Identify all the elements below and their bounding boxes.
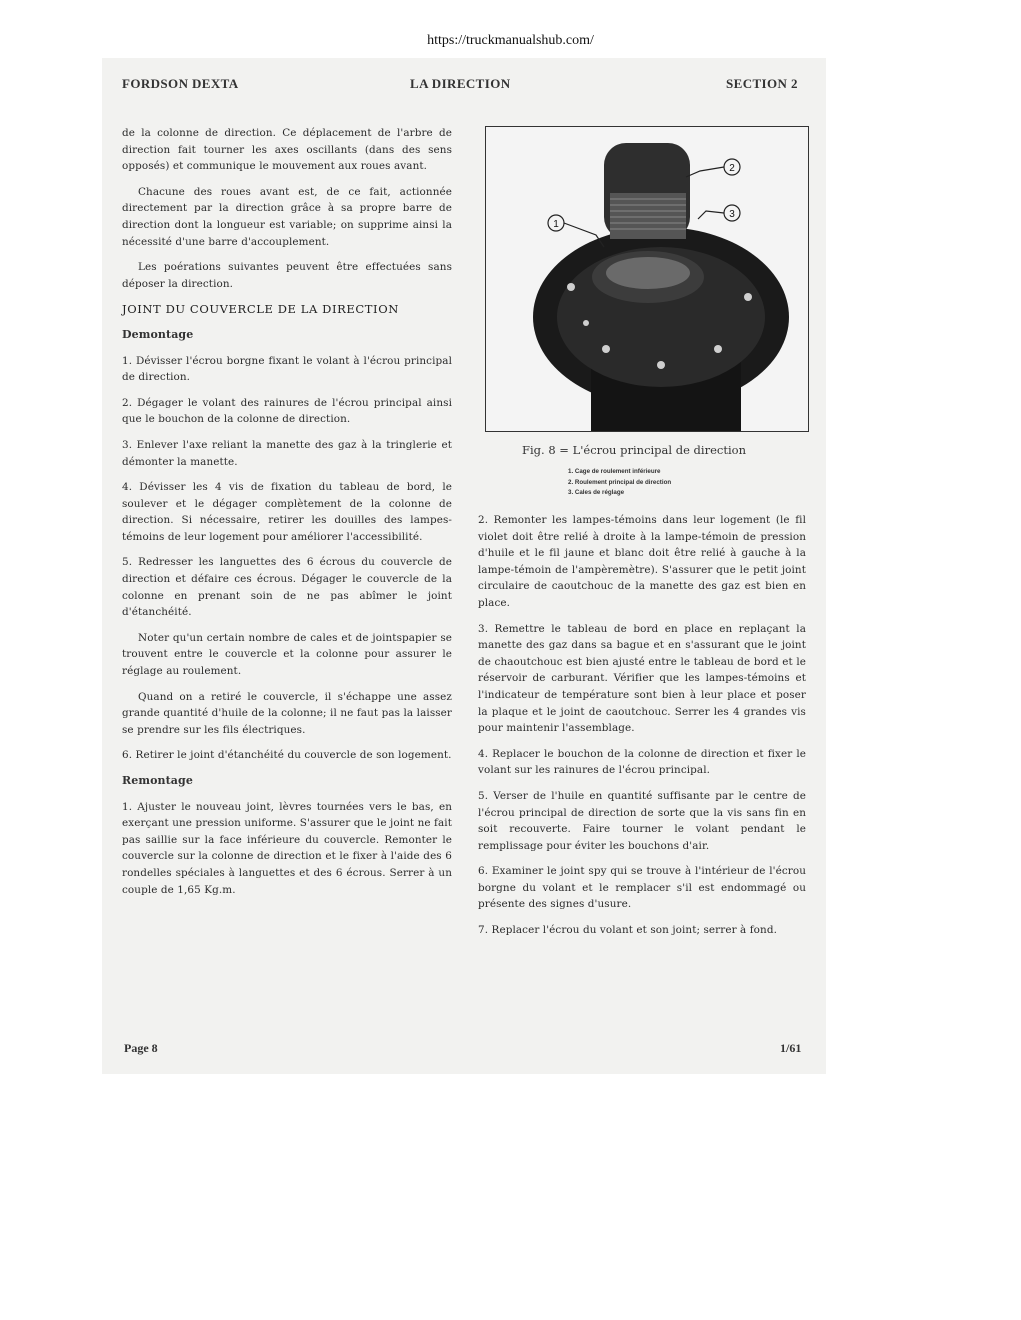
callout-label: 2 — [729, 163, 735, 174]
legend-item: 1. Cage de roulement inférieure — [568, 468, 661, 475]
page-number: Page 8 — [124, 1041, 158, 1055]
step-item: 2. Dégager le volant des rainures de l'écrou principal ainsi que le bouchon de la colonne de direction. — [122, 396, 452, 426]
header-manual-title: FORDSON DEXTA — [122, 76, 239, 91]
left-text-column — [122, 125, 452, 907]
step-item: 4. Dévisser les 4 vis de fixation du tableau de bord, le soulever et le dégager complètement de la colonne de direction. Si nécessaire, retirer les douilles des lampes-témoins de leur logement pour améliorer l'accessibilité. — [122, 481, 452, 543]
steering-nut-photo — [485, 126, 809, 432]
step-item: 4. Replacer le bouchon de la colonne de direction et fixer le volant sur les rainures de l'écrou principal. — [478, 747, 806, 777]
step-item: 3. Enlever l'axe reliant la manette des gaz à la tringlerie et démonter la manette. — [122, 438, 452, 468]
step-item: 5. Redresser les languettes des 6 écrous du couvercle de direction et défaire ces écrous. Dégager le couvercle de la colonne en prenant soin de ne pas abîmer le joint d'étanchéité. — [122, 556, 452, 619]
header-chapter-title: LA DIRECTION — [410, 76, 511, 91]
callout-label: 1 — [553, 219, 559, 230]
revision-code: 1/61 — [780, 1041, 802, 1055]
steering-nut-illustration — [486, 127, 808, 431]
legend-item: 2. Roulement principal de direction — [568, 478, 672, 486]
step-item: 7. Replacer l'écrou du volant et son joint; serrer à fond. — [478, 924, 777, 937]
section-heading: JOINT DU COUVERCLE DE LA DIRECTION — [122, 302, 399, 317]
note-paragraph: Noter qu'un certain nombre de cales et de jointspapier se trouvent entre le couvercle et la colonne pour assurer le réglage au roulement. — [122, 631, 452, 678]
callout-label: 3 — [729, 209, 735, 220]
paragraph: Chacune des roues avant est, de ce fait, actionnée directement par la direction grâce à sa propre barre de direction dont la longueur est variable; on supprime ainsi la nécessité d'une barre d'accouplement. — [122, 185, 452, 248]
step-item: 1. Ajuster le nouveau joint, lèvres tournées vers le bas, en exerçant une pression uniforme. S'assurer que le joint ne fait pas saillie sur la face inférieure du couvercle. Remonter le couvercle sur la colonne de direction et le fixer à l'aide des 6 rondelles spéciales à languettes et des 6 écrous. Serrer à un couple de 1,65 Kg.m. — [122, 800, 452, 896]
paragraph: Les poérations suivantes peuvent être effectuées sans déposer la direction. — [122, 261, 452, 290]
step-item: 6. Examiner le joint spy qui se trouve à l'intérieur de l'écrou borgne du volant et le remplacer s'il est endommagé ou présente des signes d'usure. — [478, 865, 806, 911]
figure-legend — [568, 467, 671, 499]
header-section: SECTION 2 — [726, 76, 798, 91]
step-item: 6. Retirer le joint d'étanchéité du couvercle de son logement. — [122, 749, 452, 762]
paragraph: de la colonne de direction. Ce déplacement de l'arbre de direction fait tourner les axes oscillants (dans des sens opposés) et communique le mouvement aux roues avant. — [122, 127, 452, 173]
subheading-demontage: Demontage — [122, 327, 194, 341]
figure-caption: Fig. 8 = L'écrou principal de direction — [522, 443, 746, 457]
note-paragraph: Quand on a retiré le couvercle, il s'échappe une assez grande quantité d'huile de la colonne; il ne faut pas la laisser se prendre sur les fils électriques. — [122, 690, 452, 736]
subheading-remontage: Remontage — [122, 774, 193, 787]
right-text-column — [478, 512, 806, 948]
step-item: 2. Remonter les lampes-témoins dans leur logement (le fil violet doit être relié à droite à la lampe-témoin de pression d'huile et le fil jaune et blanc doit être relié à gauche à la lampe-témoin de l'ampèremètre). S'assurer que le petit joint circulaire de caoutchouc de la manette des gaz est bien en place. — [478, 514, 806, 609]
legend-item: 3. Cales de réglage — [568, 489, 625, 496]
step-item: 1. Dévisser l'écrou borgne fixant le volant à l'écrou principal de direction. — [122, 354, 452, 384]
source-url[interactable]: https://truckmanualshub.com/ — [427, 33, 594, 48]
step-item: 5. Verser de l'huile en quantité suffisante par le centre de l'écrou principal de direction de sorte que la vis sans fin en soit recouverte. Faire tourner le volant pendant le remplissage pour éviter les bouchons d'air. — [478, 789, 806, 852]
step-item: 3. Remettre le tableau de bord en place en replaçant la manette des gaz dans sa bague et en s'assurant que le joint de chaoutchouc est bien ajusté entre le tableau de bord et le réservoir de carburant. Vérifier que les lampes-témoins et l'indicateur de température sont bien à leur place et poser la plaque et le joint de caoutchouc. Serrer les 4 grandes vis pour maintenir l'assemblage. — [478, 622, 806, 735]
